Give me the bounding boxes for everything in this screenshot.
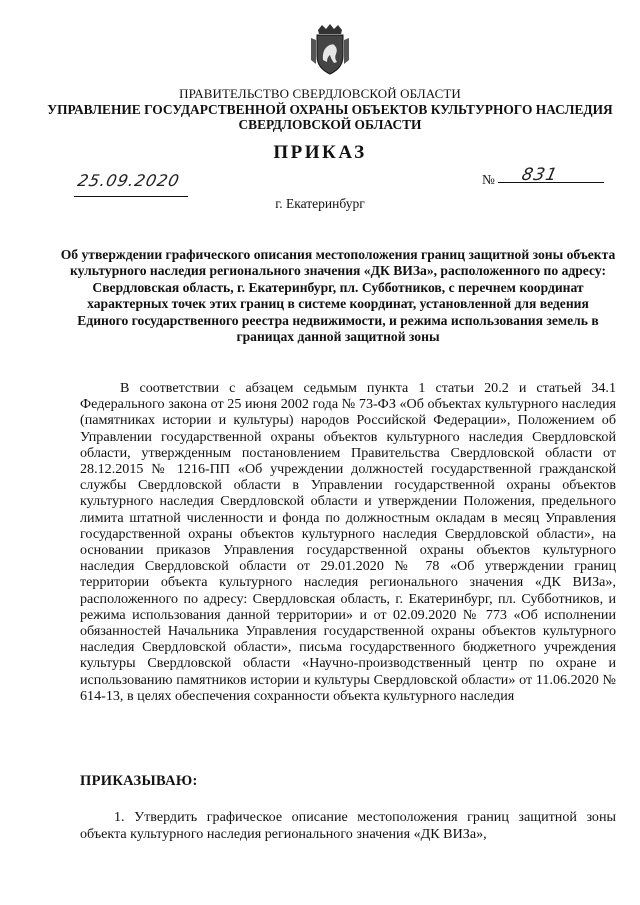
date-field xyxy=(74,171,188,197)
handwritten-number: 831 xyxy=(519,165,560,185)
number-field xyxy=(498,165,604,185)
sverdlovsk-coat-of-arms-icon xyxy=(308,24,352,76)
preamble-paragraph: В соответствии с абзацем седьмым пункта 1 статьи 20.2 и статьей 34.1 Федерального закона от 25 июня 2002 года № 73-ФЗ «Об объектах культурного наследия (памятниках истории и культуры) народов Российской Федерации», Положением об Управлении государственной охраны объектов культурного наследия Свердловской области, утвержденным постановлением Правительства Свердловской области от 28.12.2015 № 1216-ПП «Об учреждении должностей государственной гражданской службы Свердловской области в Управлении государственной охраны объектов культурного наследия Свердловской области и утверждении Положения, предельного лимита штатной численности и фонда по должностным окладам в месяц Управления государственной охраны объектов культурного наследия Свердловской области», на основании приказов Управления государственной охраны объектов культурного наследия Свердловской области от 29.01.2020 № 78 «Об утверждении границ территории объекта культурного наследия регионального значения «ДК ВИЗа», расположенного по адресу: Свердловская область, г. Екатеринбург, пл. Субботников, и режима использования данной территории» и от 02.09.2020 № 773 «Об исполнении обязанностей Начальника Управления государственной охраны объектов культурного наследия Свердловской области», письма государственного бюджетного учреждения культуры Свердловской области «Научно-производственный центр по охране и использованию памятников истории и культуры Свердловской области» от 11.06.2020 № 614-13, в целях обеспечения сохранности объекта культурного наследия xyxy=(80,380,616,704)
order-item-1: 1. Утвердить графическое описание местоположения границ защитной зоны объекта культурного наследия регионального значения «ДК ВИЗа», xyxy=(80,809,616,842)
handwritten-date: 25.09.2020 xyxy=(75,171,182,190)
number-label: № xyxy=(482,172,495,187)
city-name: г. Екатеринбург xyxy=(275,196,365,211)
department-name: УПРАВЛЕНИЕ ГОСУДАРСТВЕННОЙ ОХРАНЫ ОБЪЕКТОВ КУЛЬТУРНОГО НАСЛЕДИЯ СВЕРДЛОВСКОЙ ОБЛАСТИ xyxy=(47,102,613,132)
order-subject-title: Об утверждении графического описания местоположения границ защитной зоны объекта культурного наследия регионального значения «ДК ВИЗа», расположенного по адресу: Свердловская область, г. Екатеринбург, пл. Субботников, с перечнем координат характерных точек этих границ в системе координат, установленной для ведения Единого государственного реестра недвижимости, и режима использования земель в границах данной защитной зоны xyxy=(60,247,616,345)
order-heading: ПРИКАЗЫВАЮ: xyxy=(80,773,198,789)
government-name: ПРАВИТЕЛЬСТВО СВЕРДЛОВСКОЙ ОБЛАСТИ xyxy=(179,86,461,101)
document-type-title: ПРИКАЗ xyxy=(273,142,367,163)
